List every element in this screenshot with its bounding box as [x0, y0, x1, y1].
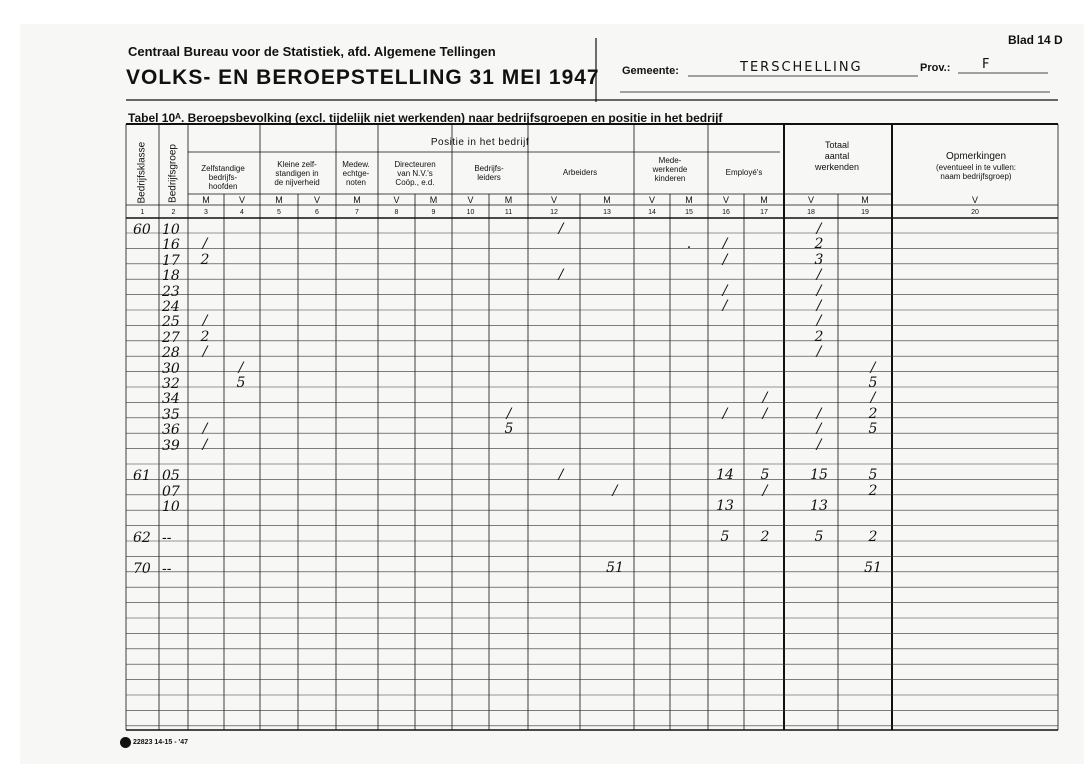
tally-cell: 2 — [868, 405, 878, 422]
tally-cell: 13 — [810, 498, 828, 515]
tally-cell: / — [558, 221, 564, 237]
bedrijfsgroep-value: 35 — [162, 406, 180, 423]
bedrijfsgroep-value: 24 — [162, 299, 180, 315]
bedrijfsgroep-value: 07 — [162, 483, 180, 500]
bedrijfsgroep-value: 39 — [162, 437, 180, 454]
cbs-logo-icon — [120, 737, 131, 748]
bedrijfsgroep-value: 16 — [162, 237, 180, 254]
tally-cell: 2 — [868, 529, 878, 545]
tally-cell: 14 — [716, 467, 734, 484]
tally-cell: / — [238, 359, 244, 376]
tally-cell: 2 — [814, 236, 824, 253]
tally-cell: 51 — [864, 559, 882, 576]
tally-cell: / — [202, 344, 208, 361]
col-kleine-header: Kleine zelf- standigen in de nijverheid — [274, 160, 320, 187]
total-male-subheader: M — [861, 195, 869, 205]
tally-cell: 5 — [760, 467, 770, 484]
col-opmerkingen-header: Opmerkingen (eventueel in te vullen: naam bedrijfsgroep) — [935, 151, 1017, 181]
bedrijfsgroep-value: 32 — [162, 376, 180, 392]
female-subheader: V — [313, 195, 320, 205]
tally-cell: / — [202, 421, 208, 438]
tally-cell: / — [762, 390, 768, 407]
bedrijfsgroep-value: 25 — [162, 314, 180, 331]
column-number: 4 — [240, 209, 244, 216]
female-subheader: V — [467, 195, 474, 205]
total-female-subheader: V — [971, 195, 978, 205]
tally-cell: 5 — [868, 467, 878, 484]
tally-cell: / — [202, 236, 208, 253]
column-number: 1 — [140, 209, 145, 216]
female-subheader: V — [393, 195, 400, 205]
tally-cell: / — [722, 282, 728, 299]
male-subheader: M — [685, 195, 693, 205]
col-zelfstandige-header: Zelfstandige bedrijfs- hoofden — [201, 164, 245, 191]
bedrijfsgroep-value: 28 — [162, 345, 180, 362]
tally-cell: 5 — [720, 529, 730, 545]
tally-cell: / — [816, 298, 822, 314]
tally-cell: / — [870, 359, 876, 376]
tally-cell: / — [816, 313, 822, 330]
tally-cell: / — [816, 405, 822, 422]
bedrijfsgroep-value: -- — [162, 560, 172, 577]
col-mede-header: Mede- werkende kinderen — [652, 156, 688, 183]
tally-cell: 2 — [868, 482, 878, 499]
tally-cell: / — [762, 482, 768, 499]
female-subheader: V — [722, 195, 729, 205]
form-title: VOLKS- EN BEROEPSTELLING 31 MEI 1947 — [126, 66, 600, 89]
tally-cell: 2 — [200, 251, 210, 268]
tally-cell: / — [722, 251, 728, 268]
col-medew-header: Medew. echtge- noten — [342, 160, 370, 187]
col-arbeiders-header: Arbeiders — [562, 168, 598, 177]
bedrijfsklasse-value: 62 — [133, 530, 151, 546]
col-bedrijfsleiders-header: Bedrijfs- leiders — [474, 164, 504, 182]
tally-cell: / — [722, 236, 728, 253]
male-subheader: M — [603, 195, 611, 205]
column-number: 16 — [722, 209, 730, 216]
female-subheader: V — [807, 195, 814, 205]
tally-cell: / — [816, 267, 822, 284]
tally-cell: / — [722, 298, 728, 314]
male-subheader: M — [275, 195, 283, 205]
tally-cell: 3 — [814, 251, 824, 268]
male-subheader: M — [353, 195, 361, 205]
tally-cell: 5 — [868, 375, 878, 391]
tally-cell: 2 — [200, 328, 210, 345]
column-number: 5 — [277, 209, 281, 216]
column-number: 9 — [431, 209, 436, 216]
col-bedrijfsgroep-header: Bedrijfsgroep — [167, 144, 179, 203]
bedrijfsgroep-value: 23 — [162, 283, 180, 300]
tally-cell: 2 — [760, 529, 770, 545]
prov-value: F — [982, 57, 990, 72]
tally-cell: / — [762, 405, 768, 422]
bedrijfsgroep-value: 10 — [162, 222, 180, 238]
column-number: 14 — [648, 209, 656, 216]
male-subheader: M — [202, 195, 210, 205]
tally-cell: 13 — [716, 498, 734, 515]
column-number: 17 — [760, 209, 768, 216]
bedrijfsgroep-value: 17 — [162, 252, 180, 269]
female-subheader: V — [648, 195, 655, 205]
female-subheader: V — [550, 195, 557, 205]
column-number: 10 — [466, 209, 475, 216]
tally-cell: / — [816, 282, 822, 299]
column-number: 6 — [315, 209, 319, 216]
tally-cell: / — [202, 313, 208, 330]
tally-cell: / — [612, 482, 618, 499]
male-subheader: M — [760, 195, 768, 205]
column-number: 7 — [355, 209, 359, 216]
blad-number: Blad 14 D — [1008, 33, 1063, 47]
column-number: 15 — [685, 209, 693, 216]
tally-cell: 15 — [810, 467, 828, 484]
bedrijfsklasse-value: 60 — [133, 222, 151, 238]
tally-cell: / — [722, 405, 728, 422]
col-directeuren-header: Directeuren van N.V.'s Coöp., e.d. — [394, 160, 436, 187]
tally-cell: / — [816, 436, 822, 453]
tally-cell: . — [686, 236, 692, 253]
column-number: 8 — [394, 209, 399, 216]
tally-cell: / — [816, 221, 822, 237]
gemeente-label: Gemeente: — [622, 65, 679, 77]
tally-cell: 5 — [236, 375, 246, 391]
column-number: 3 — [204, 209, 208, 216]
column-number: 18 — [807, 209, 815, 216]
column-number: 11 — [504, 209, 513, 216]
column-number: 2 — [171, 209, 176, 216]
bedrijfsgroep-value: 18 — [162, 268, 180, 285]
prov-label: Prov.: — [920, 62, 951, 74]
tally-cell: / — [558, 467, 564, 484]
organisation: Centraal Bureau voor de Statistiek, afd. Algemene Tellingen — [128, 44, 496, 59]
bedrijfsgroep-value: 10 — [162, 499, 180, 516]
positie-header: Positie in het bedrijf — [430, 137, 530, 148]
tally-cell: 5 — [868, 421, 878, 438]
col-bedrijfsklasse-header: Bedrijfsklasse — [136, 141, 148, 204]
tally-cell: / — [202, 436, 208, 453]
bedrijfsklasse-value: 70 — [133, 560, 151, 577]
column-number: 19 — [861, 209, 869, 216]
tally-cell: 5 — [814, 529, 824, 545]
column-number: 20 — [971, 209, 979, 216]
bedrijfsgroep-value: 34 — [162, 391, 180, 408]
bedrijfsgroep-value: 05 — [162, 468, 180, 485]
tally-cell: 2 — [814, 328, 824, 345]
tally-cell: / — [816, 421, 822, 438]
bedrijfsgroep-value: 30 — [162, 360, 180, 377]
female-subheader: V — [238, 195, 245, 205]
column-number: 12 — [550, 209, 558, 216]
gemeente-value: TERSCHELLING — [740, 60, 863, 75]
col-totaal-header: Totaal aantal werkenden — [814, 140, 860, 172]
bedrijfsgroep-value: -- — [162, 530, 172, 546]
tally-cell: / — [816, 344, 822, 361]
tally-cell: 5 — [504, 421, 514, 438]
tally-cell: / — [558, 267, 564, 284]
tally-cell: / — [870, 390, 876, 407]
bedrijfsgroep-value: 27 — [162, 329, 180, 346]
table-title: Tabel 10ᴬ. Beroepsbevolking (excl. tijdelijk niet werkenden) naar bedrijfsgroepen en positie in het bedrijf — [128, 111, 723, 125]
male-subheader: M — [429, 195, 438, 205]
col-employes-header: Employé's — [725, 168, 763, 177]
footer-code: 22823 14-15 - '47 — [133, 739, 188, 746]
bedrijfsgroep-value: 36 — [162, 422, 180, 439]
tally-cell: 51 — [606, 559, 624, 576]
male-subheader: M — [504, 195, 513, 205]
bedrijfsklasse-value: 61 — [133, 468, 151, 485]
tally-cell: / — [506, 405, 512, 422]
column-number: 13 — [603, 209, 611, 216]
